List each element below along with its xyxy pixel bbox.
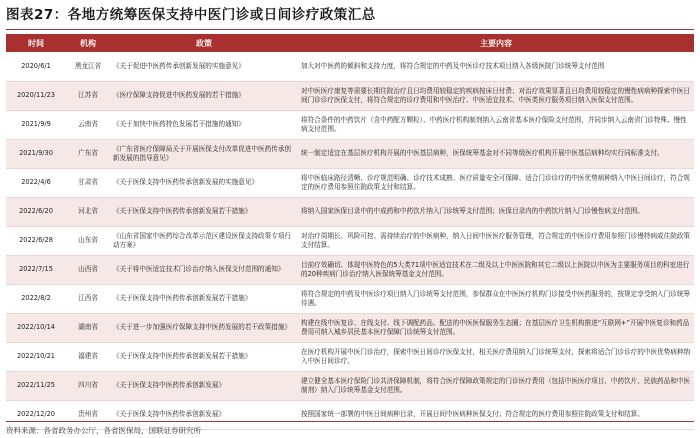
- cell-content: 将符合条件的中药饮片（含中药配方颗粒）、中药医疗机构制剂纳入云南省基本医疗保险支付范围，并同步纳入云南省门诊特殊、慢性病支付范围。: [298, 110, 694, 139]
- cell-time: 2022/7/15: [6, 255, 66, 284]
- cell-policy: 《医疗保障支持促进中医药发展的若干措施》: [110, 81, 298, 110]
- cell-policy: 《关于医保支持中医药传承创新发展若干措施》: [110, 342, 298, 371]
- header-time: 时间: [6, 34, 66, 52]
- table-row: [6, 226, 694, 255]
- cell-org: 四川省: [66, 371, 110, 400]
- cell-content: 对治疗周期长、风险可控、需持续治疗的中医病种，纳入日间中医医疗服务管理，符合规定的中医诊疗费用参照门诊慢特病或住院政策支付结算。: [298, 226, 694, 255]
- cell-content: 对中医医疗康复等需要长期住院治疗且日均费用较稳定的疾病按床日付费；对治疗效果显著且日均费用较稳定的慢性病病种探索中医日间门诊诊疗医保支付，将符合规定的诊疗费用和中医治疗、中医适宜技术、中医类医疗服务项目纳入医保支付范围。: [298, 81, 694, 110]
- table-body: [6, 52, 694, 429]
- cell-policy: 《山东省国家中医药综合改革示范区建设医保支持政策专项行动方案》: [110, 226, 298, 255]
- header-content: 主要内容: [298, 34, 694, 52]
- cell-content: 加大对中医药的倾斜和支持力度，将符合规定的中药及中医诊疗技术项目纳入各级医院门诊统筹支付范围: [298, 52, 694, 81]
- cell-org: 云南省: [66, 110, 110, 139]
- cell-time: 2022/4/6: [6, 168, 66, 197]
- table-row: [6, 313, 694, 342]
- cell-content: 将符合规定的中药及中医诊疗项目纳入门诊统筹支付范围，参保群众在中医医疗机构门诊接受中医药服务的，按规定享受纳入门诊统筹待遇。: [298, 284, 694, 313]
- cell-time: 2022/11/25: [6, 371, 66, 400]
- cell-org: 黑龙江省: [66, 52, 110, 81]
- cell-org: 甘肃省: [66, 168, 110, 197]
- cell-content: 在医疗机构开展中医门诊治疗，探索中医日间诊疗医保支付，相关医疗费用纳入门诊统筹支付，探索将适合门诊诊疗的中医优势病种纳入中医日间诊疗。: [298, 342, 694, 371]
- cell-org: 广东省: [66, 139, 110, 168]
- figure-title: 图表27：各地方统筹医保支持中医门诊或日间诊疗政策汇总: [6, 7, 376, 23]
- cell-time: 2022/8/2: [6, 284, 66, 313]
- cell-org: 山西省: [66, 255, 110, 284]
- table-row: [6, 371, 694, 400]
- table-row: [6, 81, 694, 110]
- table-row: [6, 342, 694, 371]
- cell-content: 统一制定适宜在基层医疗机构开展的中医基层病种，医保统筹基金对不同等级医疗机构开展中医基层病种均实行同标准支付。: [298, 139, 694, 168]
- policy-table: [6, 34, 694, 430]
- cell-policy: 《广东省医疗保障局关于开展医保支付改革促进中医药传承创新发展的指导意见》: [110, 139, 298, 168]
- cell-policy: 《关于将中医适宜技术门诊治疗纳入医保支付范围的通知》: [110, 255, 298, 284]
- table-row: [6, 52, 694, 81]
- cell-content: 构建在线中医复诊、在线支付、线下调配药品、配送的中医医保服务生态圈；在基层医疗卫生机构推进“互联网+”开展中医复诊和药品费用可纳入城乡居民基本医疗保障门诊统筹支付范围。: [298, 313, 694, 342]
- cell-policy: 《关于医保支持中医药传承创新发展》: [110, 371, 298, 400]
- cell-org: 河北省: [66, 197, 110, 226]
- table-header-row: [6, 34, 694, 52]
- table-row: [6, 255, 694, 284]
- table-row: [6, 139, 694, 168]
- cell-time: 2021/9/30: [6, 139, 66, 168]
- cell-content: 将纳入国家医保目录中的中成药和中药饮片纳入门诊统筹支付范围；医保目录内的中药饮片纳入门诊慢性病支付范围。: [298, 197, 694, 226]
- title-rule: [6, 29, 694, 30]
- cell-policy: 《关于促进中医药传承创新发展的实施意见》: [110, 52, 298, 81]
- cell-org: 江西省: [66, 284, 110, 313]
- cell-org: 山东省: [66, 226, 110, 255]
- cell-time: 2020/11/23: [6, 81, 66, 110]
- cell-org: 福建省: [66, 342, 110, 371]
- cell-policy: 《关于进一步加强医疗保障支持中医药发展的若干政策措施》: [110, 313, 298, 342]
- cell-content: 将中医临床路径清晰、诊疗规范明确、诊疗技术成熟、医疗质量安全可保障、适合门诊诊疗的中医优势病种纳入中医日间诊疗，符合规定的医疗费用参照住院政策支付和结算。: [298, 168, 694, 197]
- cell-policy: 《关于医保支持中医药传承创新发展若干措施》: [110, 197, 298, 226]
- cell-content: 建立健全基本医疗保险门诊共济保障机制，将符合医疗保障政策规定的门诊医疗费用（包括中医医疗项目、中药饮片、民族药品和中医制剂）纳入门诊统筹基金支付范围。: [298, 371, 694, 400]
- cell-time: 2022/6/28: [6, 226, 66, 255]
- cell-time: 2022/6/20: [6, 197, 66, 226]
- cell-content: 按照国家统一部署的中医日间病种目录，开展日间中医病种医保支付；符合规定的医疗费用参照住院政策支付和结算。: [298, 400, 694, 429]
- header-policy: 政策: [110, 34, 298, 52]
- cell-policy: 《关于医保支持中医药传承创新发展的实施意见》: [110, 168, 298, 197]
- cell-time: 2022/10/21: [6, 342, 66, 371]
- cell-time: 2021/9/9: [6, 110, 66, 139]
- source-note: 资料来源：各省政务办公厅，各省医保局，国联证券研究所: [6, 426, 201, 435]
- cell-content: 目前疗效确切、体现中医特色的5大类71项中医适宜技术在二级及以上中医医院和其它二级以上医院以中医为主要服务项目的科室进行的20种疾病门诊治疗纳入医保统筹基金支付范围。: [298, 255, 694, 284]
- header-org: 机构: [66, 34, 110, 52]
- cell-policy: 《关于加快中医药特色发展若干措施的通知》: [110, 110, 298, 139]
- table-row: [6, 284, 694, 313]
- table-row: [6, 110, 694, 139]
- cell-org: 贵州省: [66, 400, 110, 429]
- cell-policy: 《关于医保支持中医药传承创新发展》: [110, 400, 298, 429]
- cell-time: 2022/10/14: [6, 313, 66, 342]
- cell-policy: 《关于医保支持中医药传承创新发展若干措施》: [110, 284, 298, 313]
- table-row: [6, 197, 694, 226]
- source-rule: [6, 421, 694, 422]
- cell-org: 江苏省: [66, 81, 110, 110]
- cell-time: 2020/6/1: [6, 52, 66, 81]
- cell-time: 2022/12/20: [6, 400, 66, 429]
- cell-org: 湖南省: [66, 313, 110, 342]
- table-row: [6, 168, 694, 197]
